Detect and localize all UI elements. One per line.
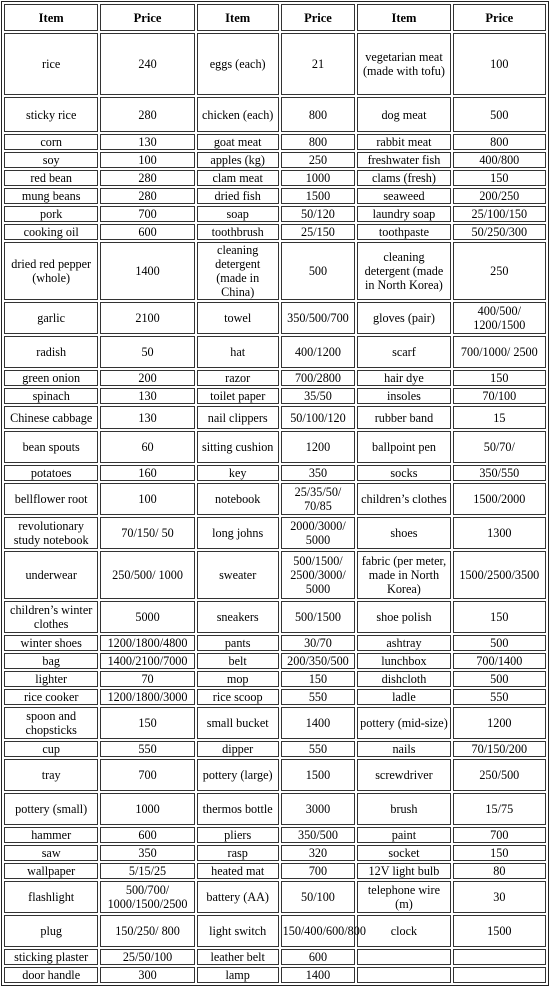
- price-cell: 400/1200: [281, 336, 356, 368]
- table-row: [4, 388, 546, 404]
- price-cell: [453, 949, 546, 965]
- price-cell: 800: [281, 134, 356, 150]
- price-cell: 50/100: [281, 881, 356, 913]
- item-cell: cleaning detergent (made in North Korea): [357, 242, 450, 300]
- price-cell: 600: [100, 224, 194, 240]
- table-row: [4, 206, 546, 222]
- item-cell: underwear: [4, 551, 98, 599]
- item-cell: rice scoop: [197, 689, 279, 705]
- item-cell: eggs (each): [197, 33, 279, 95]
- item-cell: revolutionary study notebook: [4, 517, 98, 549]
- price-cell: 280: [100, 97, 194, 132]
- price-cell: 280: [100, 170, 194, 186]
- table-row: [4, 152, 546, 168]
- item-cell: corn: [4, 134, 98, 150]
- table-row: [4, 170, 546, 186]
- item-cell: toothbrush: [197, 224, 279, 240]
- price-cell: 550: [453, 689, 546, 705]
- table-row: [4, 431, 546, 463]
- price-cell: 70/150/200: [453, 741, 546, 757]
- table-row: [4, 827, 546, 843]
- item-cell: apples (kg): [197, 152, 279, 168]
- item-cell: seaweed: [357, 188, 450, 204]
- price-cell: 130: [100, 134, 194, 150]
- item-cell: thermos bottle: [197, 793, 279, 825]
- table-row: [4, 949, 546, 965]
- price-cell: 600: [281, 949, 356, 965]
- price-cell: 150: [281, 671, 356, 687]
- price-cell: 100: [100, 152, 194, 168]
- item-cell: cup: [4, 741, 98, 757]
- table-row: [4, 302, 546, 334]
- table-row: [4, 845, 546, 861]
- item-cell: notebook: [197, 483, 279, 515]
- price-cell: 25/150: [281, 224, 356, 240]
- item-cell: long johns: [197, 517, 279, 549]
- item-cell: sticking plaster: [4, 949, 98, 965]
- price-cell: 1400: [281, 967, 356, 983]
- table-row: [4, 741, 546, 757]
- price-cell: 500: [453, 671, 546, 687]
- price-cell: 700/1000/ 2500: [453, 336, 546, 368]
- price-cell: 250/500/ 1000: [100, 551, 194, 599]
- item-cell: nails: [357, 741, 450, 757]
- item-cell: [357, 949, 450, 965]
- price-cell: 250: [281, 152, 356, 168]
- item-cell: telephone wire (m): [357, 881, 450, 913]
- header-item-1: Item: [4, 4, 98, 31]
- price-cell: [453, 967, 546, 983]
- item-cell: toothpaste: [357, 224, 450, 240]
- table-row: [4, 881, 546, 913]
- item-cell: soap: [197, 206, 279, 222]
- item-cell: light switch: [197, 915, 279, 947]
- item-cell: pliers: [197, 827, 279, 843]
- price-cell: 35/50: [281, 388, 356, 404]
- table-row: [4, 134, 546, 150]
- item-cell: red bean: [4, 170, 98, 186]
- price-cell: 700: [100, 759, 194, 791]
- item-cell: dried fish: [197, 188, 279, 204]
- item-cell: clam meat: [197, 170, 279, 186]
- table-row: [4, 689, 546, 705]
- item-cell: leather belt: [197, 949, 279, 965]
- item-cell: dog meat: [357, 97, 450, 132]
- table-row: [4, 370, 546, 386]
- price-cell: 250: [453, 242, 546, 300]
- table-row: [4, 793, 546, 825]
- table-row: [4, 483, 546, 515]
- price-cell: 30/70: [281, 635, 356, 651]
- price-cell: 5000: [100, 601, 194, 633]
- price-cell: 550: [281, 741, 356, 757]
- price-cell: 70/150/ 50: [100, 517, 194, 549]
- item-cell: mung beans: [4, 188, 98, 204]
- price-cell: 800: [453, 134, 546, 150]
- item-cell: rabbit meat: [357, 134, 450, 150]
- item-cell: hair dye: [357, 370, 450, 386]
- price-cell: 600: [100, 827, 194, 843]
- table-row: [4, 97, 546, 132]
- price-cell: 1400: [281, 707, 356, 739]
- price-cell: 50/100/120: [281, 406, 356, 429]
- table-row: [4, 188, 546, 204]
- price-cell: 300: [100, 967, 194, 983]
- price-cell: 50/120: [281, 206, 356, 222]
- item-cell: rice: [4, 33, 98, 95]
- price-cell: 30: [453, 881, 546, 913]
- table-row: [4, 759, 546, 791]
- item-cell: sticky rice: [4, 97, 98, 132]
- item-cell: radish: [4, 336, 98, 368]
- price-cell: 280: [100, 188, 194, 204]
- price-cell: 350/550: [453, 465, 546, 481]
- table-body: [4, 33, 546, 983]
- price-cell: 15/75: [453, 793, 546, 825]
- item-cell: sitting cushion: [197, 431, 279, 463]
- item-cell: shoe polish: [357, 601, 450, 633]
- price-cell: 700: [281, 863, 356, 879]
- price-cell: 1400: [100, 242, 194, 300]
- price-cell: 700/1400: [453, 653, 546, 669]
- item-cell: garlic: [4, 302, 98, 334]
- price-cell: 1400/2100/7000: [100, 653, 194, 669]
- table-row: [4, 406, 546, 429]
- item-cell: lighter: [4, 671, 98, 687]
- item-cell: children’s winter clothes: [4, 601, 98, 633]
- item-cell: spinach: [4, 388, 98, 404]
- price-table: [1, 1, 549, 986]
- price-cell: 1000: [100, 793, 194, 825]
- item-cell: lamp: [197, 967, 279, 983]
- item-cell: vegetarian meat (made with tofu): [357, 33, 450, 95]
- item-cell: bag: [4, 653, 98, 669]
- item-cell: winter shoes: [4, 635, 98, 651]
- price-cell: 2100: [100, 302, 194, 334]
- item-cell: paint: [357, 827, 450, 843]
- item-cell: key: [197, 465, 279, 481]
- price-cell: 150: [100, 707, 194, 739]
- item-cell: scarf: [357, 336, 450, 368]
- item-cell: pork: [4, 206, 98, 222]
- price-cell: 400/500/ 1200/1500: [453, 302, 546, 334]
- price-cell: 350: [100, 845, 194, 861]
- item-cell: laundry soap: [357, 206, 450, 222]
- item-cell: mop: [197, 671, 279, 687]
- item-cell: nail clippers: [197, 406, 279, 429]
- price-cell: 150: [453, 370, 546, 386]
- item-cell: green onion: [4, 370, 98, 386]
- item-cell: cooking oil: [4, 224, 98, 240]
- price-cell: 150: [453, 601, 546, 633]
- price-cell: 700: [100, 206, 194, 222]
- header-row: [4, 4, 546, 31]
- price-cell: 70/100: [453, 388, 546, 404]
- table-row: [4, 653, 546, 669]
- table-row: [4, 635, 546, 651]
- item-cell: pants: [197, 635, 279, 651]
- price-cell: 1200: [281, 431, 356, 463]
- item-cell: rasp: [197, 845, 279, 861]
- price-cell: 25/50/100: [100, 949, 194, 965]
- price-cell: 240: [100, 33, 194, 95]
- price-cell: 5/15/25: [100, 863, 194, 879]
- header-item-3: Item: [357, 4, 450, 31]
- header-item-2: Item: [197, 4, 279, 31]
- item-cell: cleaning detergent (made in China): [197, 242, 279, 300]
- item-cell: [357, 967, 450, 983]
- price-cell: 15: [453, 406, 546, 429]
- item-cell: gloves (pair): [357, 302, 450, 334]
- item-cell: brush: [357, 793, 450, 825]
- price-cell: 200/350/500: [281, 653, 356, 669]
- item-cell: pottery (mid-size): [357, 707, 450, 739]
- item-cell: freshwater fish: [357, 152, 450, 168]
- price-cell: 2000/3000/ 5000: [281, 517, 356, 549]
- price-cell: 350/500/700: [281, 302, 356, 334]
- item-cell: ladle: [357, 689, 450, 705]
- price-cell: 130: [100, 406, 194, 429]
- item-cell: dipper: [197, 741, 279, 757]
- price-cell: 150: [453, 845, 546, 861]
- table-row: [4, 33, 546, 95]
- item-cell: belt: [197, 653, 279, 669]
- price-cell: 1500: [281, 759, 356, 791]
- price-cell: 250/500: [453, 759, 546, 791]
- table-row: [4, 242, 546, 300]
- item-cell: door handle: [4, 967, 98, 983]
- item-cell: tray: [4, 759, 98, 791]
- price-cell: 25/35/50/ 70/85: [281, 483, 356, 515]
- item-cell: plug: [4, 915, 98, 947]
- table-row: [4, 915, 546, 947]
- price-cell: 200: [100, 370, 194, 386]
- item-cell: heated mat: [197, 863, 279, 879]
- price-cell: 1300: [453, 517, 546, 549]
- item-cell: socket: [357, 845, 450, 861]
- price-cell: 200/250: [453, 188, 546, 204]
- table-row: [4, 707, 546, 739]
- price-cell: 100: [100, 483, 194, 515]
- item-cell: saw: [4, 845, 98, 861]
- price-cell: 500/700/ 1000/1500/2500: [100, 881, 194, 913]
- item-cell: bean spouts: [4, 431, 98, 463]
- price-cell: 500: [281, 242, 356, 300]
- item-cell: dishcloth: [357, 671, 450, 687]
- price-cell: 25/100/150: [453, 206, 546, 222]
- item-cell: battery (AA): [197, 881, 279, 913]
- item-cell: pottery (large): [197, 759, 279, 791]
- price-cell: 700/2800: [281, 370, 356, 386]
- price-cell: 500/1500/ 2500/3000/ 5000: [281, 551, 356, 599]
- price-cell: 350: [281, 465, 356, 481]
- price-cell: 60: [100, 431, 194, 463]
- item-cell: hammer: [4, 827, 98, 843]
- item-cell: flashlight: [4, 881, 98, 913]
- price-cell: 1500/2500/3500: [453, 551, 546, 599]
- price-cell: 50: [100, 336, 194, 368]
- table-row: [4, 465, 546, 481]
- item-cell: clock: [357, 915, 450, 947]
- table-row: [4, 671, 546, 687]
- item-cell: wallpaper: [4, 863, 98, 879]
- price-cell: 80: [453, 863, 546, 879]
- item-cell: toilet paper: [197, 388, 279, 404]
- table-row: [4, 863, 546, 879]
- price-cell: 800: [281, 97, 356, 132]
- price-cell: 1200: [453, 707, 546, 739]
- item-cell: lunchbox: [357, 653, 450, 669]
- table-row: [4, 967, 546, 983]
- price-cell: 70: [100, 671, 194, 687]
- item-cell: towel: [197, 302, 279, 334]
- item-cell: 12V light bulb: [357, 863, 450, 879]
- price-cell: 400/800: [453, 152, 546, 168]
- price-cell: 160: [100, 465, 194, 481]
- price-cell: 320: [281, 845, 356, 861]
- price-cell: 1500: [281, 188, 356, 204]
- item-cell: chicken (each): [197, 97, 279, 132]
- item-cell: rubber band: [357, 406, 450, 429]
- item-cell: clams (fresh): [357, 170, 450, 186]
- price-cell: 350/500: [281, 827, 356, 843]
- item-cell: goat meat: [197, 134, 279, 150]
- table-header: [4, 4, 546, 31]
- price-cell: 150: [453, 170, 546, 186]
- price-cell: 1200/1800/3000: [100, 689, 194, 705]
- item-cell: razor: [197, 370, 279, 386]
- price-cell: 550: [100, 741, 194, 757]
- price-cell: 3000: [281, 793, 356, 825]
- table-row: [4, 224, 546, 240]
- item-cell: socks: [357, 465, 450, 481]
- price-cell: 500: [453, 635, 546, 651]
- item-cell: ashtray: [357, 635, 450, 651]
- price-cell: 100: [453, 33, 546, 95]
- table-row: [4, 551, 546, 599]
- price-cell: 1500: [453, 915, 546, 947]
- item-cell: rice cooker: [4, 689, 98, 705]
- item-cell: pottery (small): [4, 793, 98, 825]
- item-cell: dried red pepper (whole): [4, 242, 98, 300]
- price-cell: 500: [453, 97, 546, 132]
- item-cell: insoles: [357, 388, 450, 404]
- item-cell: bellflower root: [4, 483, 98, 515]
- price-cell: 21: [281, 33, 356, 95]
- item-cell: shoes: [357, 517, 450, 549]
- item-cell: soy: [4, 152, 98, 168]
- table-row: [4, 601, 546, 633]
- price-cell: 50/250/300: [453, 224, 546, 240]
- price-cell: 150/250/ 800: [100, 915, 194, 947]
- price-cell: 1200/1800/4800: [100, 635, 194, 651]
- item-cell: hat: [197, 336, 279, 368]
- price-cell: 1500/2000: [453, 483, 546, 515]
- table-row: [4, 336, 546, 368]
- item-cell: potatoes: [4, 465, 98, 481]
- header-price-1: Price: [100, 4, 194, 31]
- header-price-2: Price: [281, 4, 356, 31]
- price-cell: 700: [453, 827, 546, 843]
- price-cell: 50/70/: [453, 431, 546, 463]
- price-cell: 150/400/600/800: [281, 915, 356, 947]
- item-cell: spoon and chopsticks: [4, 707, 98, 739]
- item-cell: Chinese cabbage: [4, 406, 98, 429]
- header-price-3: Price: [453, 4, 546, 31]
- price-cell: 500/1500: [281, 601, 356, 633]
- item-cell: small bucket: [197, 707, 279, 739]
- price-cell: 550: [281, 689, 356, 705]
- item-cell: sweater: [197, 551, 279, 599]
- table-row: [4, 517, 546, 549]
- item-cell: screwdriver: [357, 759, 450, 791]
- item-cell: children’s clothes: [357, 483, 450, 515]
- price-cell: 130: [100, 388, 194, 404]
- item-cell: fabric (per meter, made in North Korea): [357, 551, 450, 599]
- item-cell: ballpoint pen: [357, 431, 450, 463]
- price-cell: 1000: [281, 170, 356, 186]
- item-cell: sneakers: [197, 601, 279, 633]
